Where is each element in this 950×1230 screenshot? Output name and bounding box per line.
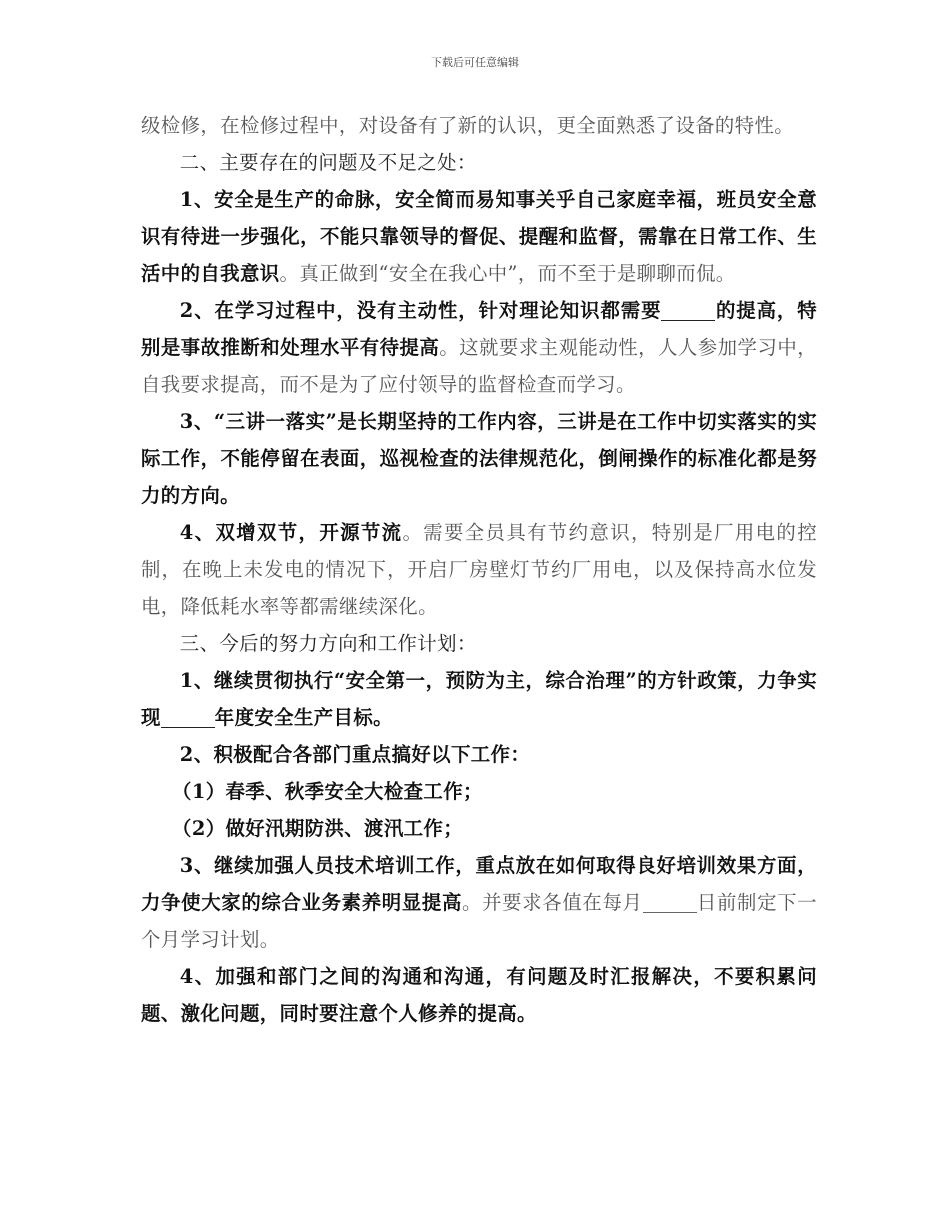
s2-item-2-bold-b: 的提高，特别是事故推断和处理水平有待提高 [141, 299, 818, 359]
fill-in-blank [161, 708, 215, 728]
section-2-heading: 二、主要存在的问题及不足之处： [179, 151, 477, 174]
s2-item-2 [141, 292, 817, 403]
s2-item-3 [141, 403, 817, 514]
fill-in-blank [661, 301, 715, 321]
intro-text: 级检修，在检修过程中，对设备有了新的认识，更全面熟悉了设备的特性。 [141, 114, 795, 137]
section-3-heading: 三、今后的努力方向和工作计划： [179, 632, 477, 655]
s3-item-1 [141, 662, 817, 736]
s2-item-2-normal: 。这就要求主观能动性，人人参加学习中，自我要求提高，而不是为了应付领导的监督检查而学习。 [141, 336, 817, 396]
page-header: 下载后可任意编辑 [431, 56, 519, 69]
s3-item-4 [141, 958, 817, 1032]
s2-item-4-bold: 4、双增双节，开源节流 [179, 521, 403, 544]
s3-item-3-bold: 3、继续加强人员技术培训工作，重点放在如何取得良好培训效果方面，力争使大家的综合业务素养明显提高 [141, 854, 817, 914]
s3-item-3 [141, 847, 817, 958]
s2-item-1 [141, 181, 817, 292]
s2-item-4 [141, 514, 817, 625]
intro-paragraph [141, 107, 817, 144]
s3-item-2-sub-2: （2）做好汛期防洪、渡汛工作； [172, 817, 463, 840]
s3-item-4-bold: 4、加强和部门之间的沟通和沟通，有问题及时汇报解决，不要积累问题、激化问题，同时要注意个人修养的提高。 [141, 965, 817, 1025]
s2-item-1-normal: 。真正做到“安全在我心中”，而不至于是聊聊而侃。 [279, 262, 736, 285]
s2-item-4-normal: 。需要全员具有节约意识，特别是厂用电的控制，在晚上未发电的情况下，开启厂房壁灯节约厂用电，以及保持高水位发电，降低耗水率等都需继续深化。 [141, 521, 817, 618]
s3-item-3-normal-a: 。并要求各值在每月 [462, 891, 643, 914]
s3-item-1-bold-b: 年度安全生产目标。 [214, 706, 393, 729]
s3-item-2-sub-1: （1）春季、秋季安全大检查工作； [172, 780, 483, 803]
s2-item-3-bold: 3、“三讲一落实”是长期坚持的工作内容，三讲是在工作中切实落实的实际工作，不能停留在表面，巡视检查的法律规范化，倒闸操作的标准化都是努力的方向。 [141, 410, 817, 507]
s2-item-2-bold-a: 2、在学习过程中，没有主动性，针对理论知识都需要 [179, 299, 662, 322]
document-body [141, 107, 817, 1032]
s2-item-1-bold: 1、安全是生产的命脉，安全简而易知事关乎自己家庭幸福，班员安全意识有待进一步强化，不能只靠领导的督促、提醒和监督，需靠在日常工作、生活中的自我意识 [141, 188, 817, 285]
s3-item-3-normal-b: 日前制定下一个月学习计划。 [141, 891, 817, 951]
s3-item-1-bold-a: 1、继续贯彻执行“安全第一，预防为主，综合治理”的方针政策，力争实现 [141, 669, 817, 729]
s3-item-2: 2、积极配合各部门重点搞好以下工作： [179, 743, 531, 766]
fill-in-blank [643, 893, 697, 913]
